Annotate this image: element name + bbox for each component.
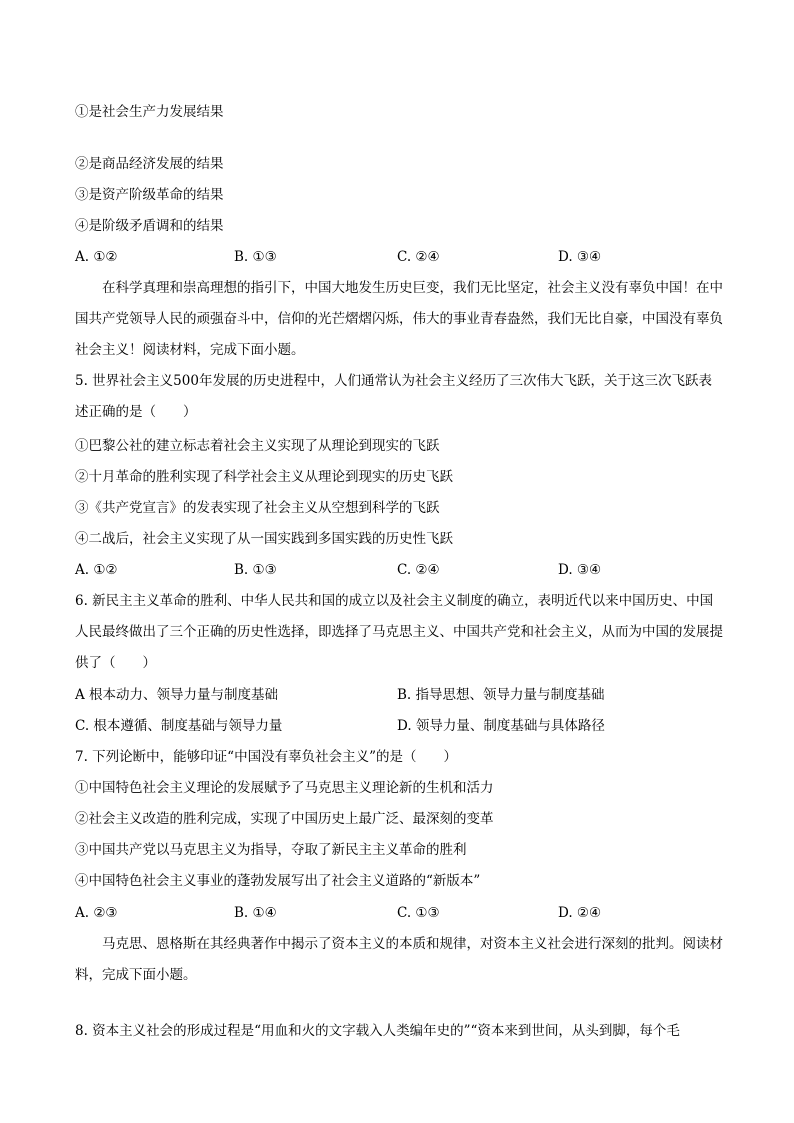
q6-choices-row-1 (75, 686, 735, 704)
q4-choice-a: A. ①② (75, 249, 118, 265)
q5-item-1: ①巴黎公社的建立标志着社会主义实现了从理论到现实的飞跃 (75, 438, 440, 454)
q6-stem: 6. 新民主主义革命的胜利、中华人民共和国的成立以及社会主义制度的确立，表明近代以来中国历史、中国人民最终做出了三个正确的历史性选择，即选择了马克思主义、中国共产党和社会主义，从而为中国的发展提供了（ ） (75, 593, 723, 671)
q4-choice-c: C. ②④ (397, 249, 440, 265)
q7-item-2: ②社会主义改造的胜利完成，实现了中国历史上最广泛、最深刻的变革 (75, 811, 494, 827)
q4-choice-b: B. ①③ (234, 249, 277, 265)
q5-choice-a: A. ①② (75, 562, 118, 578)
q7-choice-b: B. ①④ (234, 905, 277, 921)
q5-item-3: ③《共产党宣言》的发表实现了社会主义从空想到科学的飞跃 (75, 500, 440, 516)
reading-passage-2 (75, 929, 725, 991)
q5-choice-b: B. ①③ (234, 562, 277, 578)
passage-2-text: 马克思、恩格斯在其经典著作中揭示了资本主义的本质和规律，对资本主义社会进行深刻的批判。阅读材料，完成下面小题。 (75, 936, 723, 983)
q7-stem: 7. 下列论断中，能够印证“中国没有辜负社会主义”的是（ ） (75, 749, 457, 765)
q4-item-1: ①是社会生产力发展结果 (75, 104, 224, 120)
q7-item-3: ③中国共产党以马克思主义为指导，夺取了新民主主义革命的胜利 (75, 842, 467, 858)
q6-choices-row-2 (75, 717, 735, 735)
q7-choice-a: A. ②③ (75, 905, 118, 921)
q7-choice-d: D. ②④ (558, 905, 602, 921)
q6-choice-b: B. 指导思想、领导力量与制度基础 (397, 687, 605, 703)
q6-choice-c: C. 根本遵循、制度基础与领导力量 (75, 718, 283, 734)
q4-choice-d: D. ③④ (558, 249, 602, 265)
q5-item-4: ④二战后，社会主义实现了从一国实践到多国实践的历史性飞跃 (75, 531, 453, 547)
q6-choice-a: A 根本动力、领导力量与制度基础 (75, 687, 279, 703)
q7-choices (75, 904, 735, 922)
q5-item-2: ②十月革命的胜利实现了科学社会主义从理论到现实的历史飞跃 (75, 469, 453, 485)
q4-item-3: ③是资产阶级革命的结果 (75, 187, 224, 203)
q5-choice-c: C. ②④ (397, 562, 440, 578)
q6-choice-d: D. 领导力量、制度基础与具体路径 (397, 718, 605, 734)
q8-stem: 8. 资本主义社会的形成过程是“用血和火的文字载入人类编年史的”“资本来到世间，从头到脚，每个毛 (75, 1023, 680, 1039)
q7-item-1: ①中国特色社会主义理论的发展赋予了马克思主义理论新的生机和活力 (75, 780, 494, 796)
q5-choice-d: D. ③④ (558, 562, 602, 578)
q7-choice-c: C. ①③ (397, 905, 440, 921)
passage-1-text: 在科学真理和崇高理想的指引下，中国大地发生历史巨变，我们无比坚定，社会主义没有辜负中国！在中国共产党领导人民的顽强奋斗中，信仰的光芒熠熠闪烁，伟大的事业青春盎然，我们无比自豪，中国没有辜负社会主义！阅读材料，完成下面小题。 (75, 280, 723, 358)
q5-stem: 5. 世界社会主义500年发展的历史进程中，人们通常认为社会主义经历了三次伟大飞跃，关于这三次飞跃表述正确的是（ ） (75, 373, 712, 420)
q7-item-4: ④中国特色社会主义事业的蓬勃发展写出了社会主义道路的“新版本” (75, 873, 481, 889)
q4-item-2: ②是商品经济发展的结果 (75, 156, 224, 172)
q5-choices (75, 561, 735, 579)
q4-item-4: ④是阶级矛盾调和的结果 (75, 218, 224, 234)
reading-passage-1 (75, 273, 725, 366)
q4-choices (75, 248, 735, 266)
